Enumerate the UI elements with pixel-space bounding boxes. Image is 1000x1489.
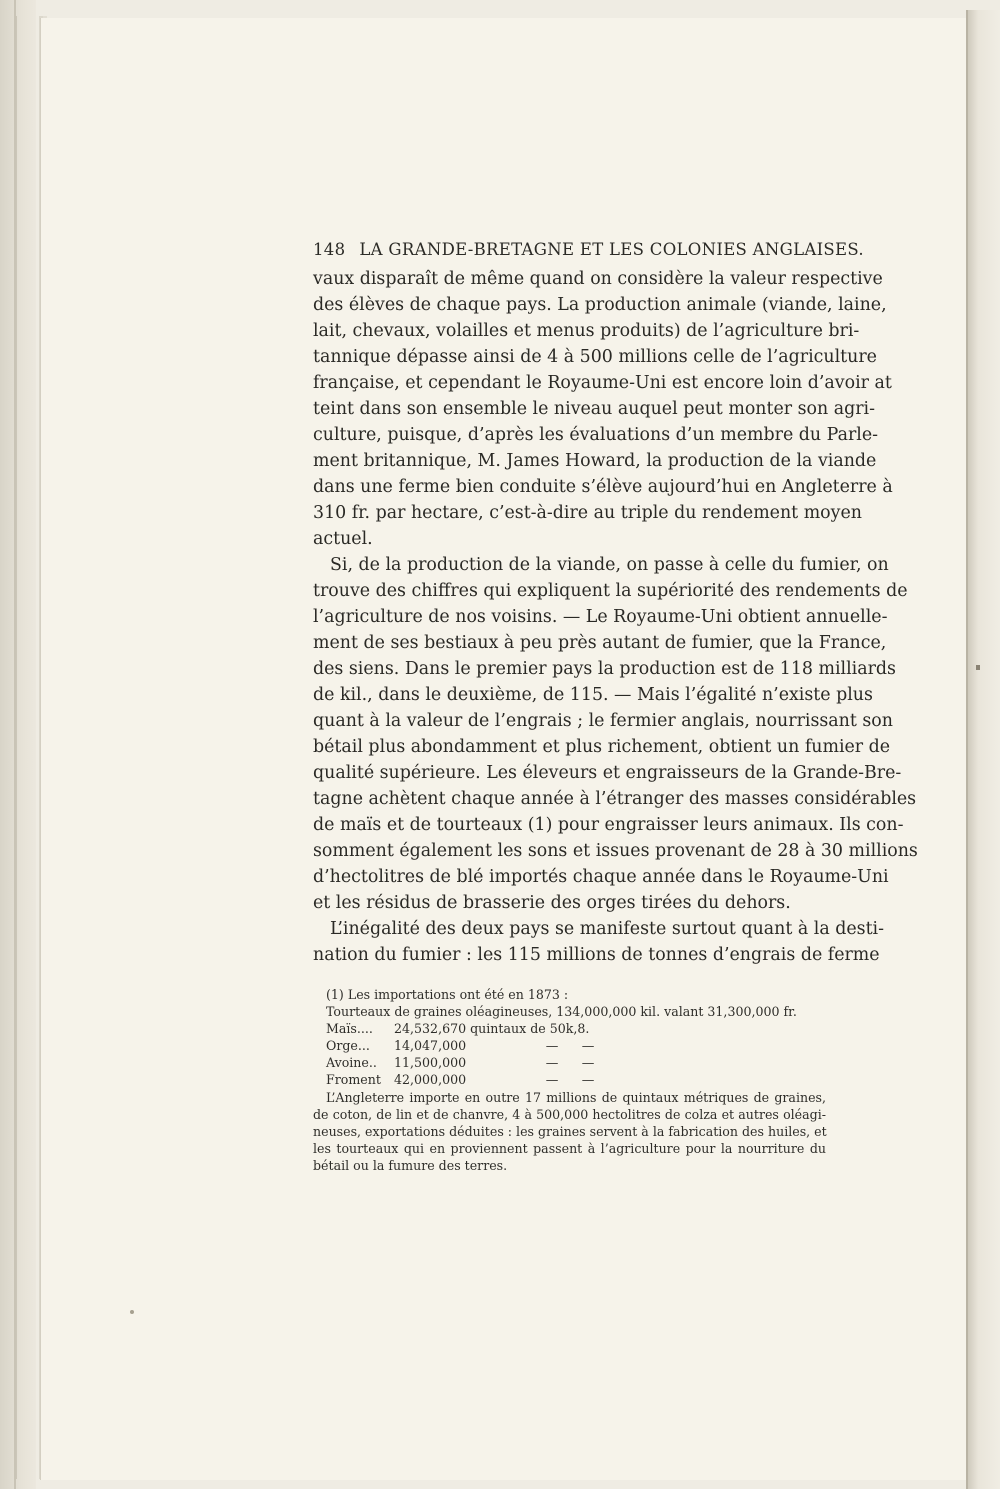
body-line: trouve des chiffres qui expliquent la supériorité des rendements de <box>313 581 908 601</box>
body-line: des élèves de chaque pays. La production animale (viande, laine, <box>313 295 887 315</box>
body-line: des siens. Dans le premier pays la production est de 118 milliards <box>313 659 896 679</box>
page-edges <box>16 16 39 1479</box>
body-line: tannique dépasse ainsi de 4 à 500 millions celle de l’agriculture <box>313 347 877 367</box>
row-label: Maïs.... <box>326 1021 373 1036</box>
body-line: vaux disparaît de même quand on considère la valeur respective <box>313 269 883 289</box>
footnote-table-row <box>326 1020 589 1037</box>
body-line: somment également les sons et issues provenant de 28 à 30 millions <box>313 841 918 861</box>
body-line: teint dans son ensemble le niveau auquel peut monter son agri- <box>313 399 875 419</box>
body-line: lait, chevaux, volailles et menus produits) de l’agriculture bri- <box>313 321 860 341</box>
footnote-table-row <box>326 1037 606 1054</box>
footnote-line: les tourteaux qui en proviennent passent à l’agriculture pour la nourriture du <box>313 1141 826 1156</box>
paragraph-start: L’inégalité des deux pays se manifeste surtout quant à la desti- <box>330 919 884 939</box>
ditto-mark: — <box>581 1055 595 1070</box>
footnote-line: neuses, exportations déduites : les graines servent à la fabrication des huiles, et <box>313 1124 827 1139</box>
ditto-mark: — <box>581 1038 595 1053</box>
body-line: ment britannique, M. James Howard, la production de la viande <box>313 451 877 471</box>
body-line: dans une ferme bien conduite s’élève aujourd’hui en Angleterre à <box>313 477 893 497</box>
row-amount: 14,047,000 <box>394 1038 467 1053</box>
body-line: bétail plus abondamment et plus richement, obtient un fumier de <box>313 737 891 757</box>
footnote-line: L’Angleterre importe en outre 17 millions de quintaux métriques de graines, <box>326 1090 826 1105</box>
row-amount: 24,532,670 quintaux de 50k,8. <box>394 1021 590 1036</box>
row-label: Avoine.. <box>326 1055 377 1070</box>
row-label: Froment <box>326 1072 381 1087</box>
body-line: 310 fr. par hectare, c’est-à-dire au triple du rendement moyen <box>313 503 862 523</box>
footnote-line: de coton, de lin et de chanvre, 4 à 500,000 hectolitres de colza et autres oléagi- <box>313 1107 826 1122</box>
ditto-mark: — <box>545 1072 559 1087</box>
body-line: quant à la valeur de l’engrais ; le fermier anglais, nourrissant son <box>313 711 893 731</box>
running-head <box>313 240 864 259</box>
ditto-mark: — <box>545 1055 559 1070</box>
ditto-mark: — <box>545 1038 559 1053</box>
facing-page-mark <box>976 665 980 670</box>
body-line: de maïs et de tourteaux (1) pour engraisser leurs animaux. Ils con- <box>313 815 904 835</box>
footnote-intro: (1) Les importations ont été en 1873 : <box>326 987 569 1002</box>
facing-page-edge <box>966 10 1000 1489</box>
body-line: qualité supérieure. Les éleveurs et engraisseurs de la Grande-Bre- <box>313 763 902 783</box>
paragraph-start: Si, de la production de la viande, on passe à celle du fumier, on <box>330 555 889 575</box>
body-line: l’agriculture de nos voisins. — Le Royaume-Uni obtient annuelle- <box>313 607 888 627</box>
row-amount: 42,000,000 <box>394 1072 467 1087</box>
body-line: culture, puisque, d’après les évaluations d’un membre du Parle- <box>313 425 878 445</box>
ditto-mark: — <box>581 1072 595 1087</box>
body-line: et les résidus de brasserie des orges tirées du dehors. <box>313 893 791 913</box>
body-line: tagne achètent chaque année à l’étranger des masses considérables <box>313 789 917 809</box>
page-number: 148 <box>313 240 346 259</box>
footnote-table-row <box>326 1054 606 1071</box>
body-line: actuel. <box>313 529 373 549</box>
paper-speck <box>130 1310 134 1314</box>
row-label: Orge... <box>326 1038 370 1053</box>
body-line: de kil., dans le deuxième, de 115. — Mais l’égalité n’existe plus <box>313 685 873 705</box>
body-line: ment de ses bestiaux à peu près autant de fumier, que la France, <box>313 633 887 653</box>
body-line: française, et cependant le Royaume-Uni est encore loin d’avoir at <box>313 373 892 393</box>
footnote-table-row <box>326 1071 606 1088</box>
footnote-line: bétail ou la fumure des terres. <box>313 1158 508 1173</box>
running-title: LA GRANDE-BRETAGNE ET LES COLONIES ANGLAISES. <box>359 240 864 259</box>
body-line: d’hectolitres de blé importés chaque année dans le Royaume-Uni <box>313 867 889 887</box>
row-amount: 11,500,000 <box>394 1055 467 1070</box>
footnote-tourteaux: Tourteaux de graines oléagineuses, 134,000,000 kil. valant 31,300,000 fr. <box>326 1004 797 1019</box>
body-line: nation du fumier : les 115 millions de tonnes d’engrais de ferme <box>313 945 880 965</box>
